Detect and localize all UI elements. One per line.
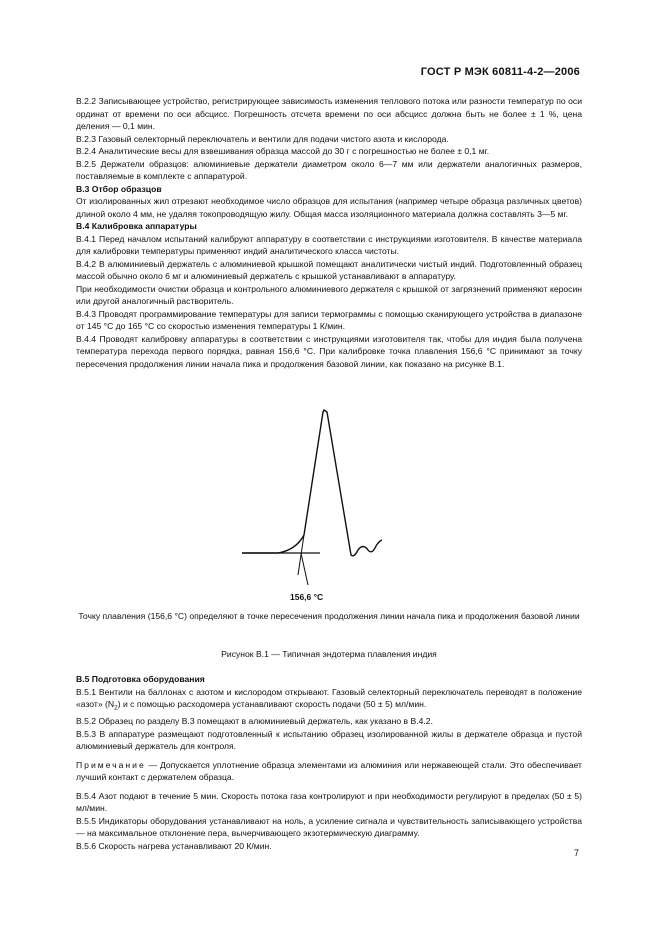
paragraph-b54: В.5.4 Азот подают в течение 5 мин. Скорость потока газа контролируют и при необходимости регулируют в пределах (50 ± 5) мл/мин. — [76, 790, 582, 814]
paragraph-b42-note: При необходимости очистки образца и контрольного алюминиевого держателя с крышкой от загрязнений применяют керосин или другой аналогичный растворитель. — [76, 283, 582, 306]
paragraph-b22: В.2.2 Записывающее устройство, регистрирующее зависимость изменения теплового потока или разности температур по оси ординат от времени по оси абсцисс. Погрешность отсчета времени по оси абсцисс должна быть не более ± 1 %, цена деления — 0,1 мин. — [76, 96, 582, 131]
page-number: 7 — [574, 848, 580, 858]
standard-header: ГОСТ Р МЭК 60811-4-2—2006 — [420, 66, 580, 78]
indium-endotherm-figure — [230, 400, 400, 605]
paragraph-b24: В.2.4 Аналитические весы для взвешивания образца массой до 30 г с погрешностью не более ± 0,1 мг. — [76, 146, 490, 156]
endotherm-curve — [242, 410, 382, 556]
paragraph-b56: В.5.6 Скорость нагрева устанавливают 20 К/мин. — [76, 840, 272, 851]
paragraph-b25: В.2.5 Держатели образцов: алюминиевые держатели диаметром около 6—7 мм или держатели аналогичных размеров, поставляемые в комплекте с аппаратурой. — [76, 158, 582, 181]
paragraph-b43: В.4.3 Проводят программирование температуры для записи термограммы с помощью сканирующего устройства в диапазоне от 145 °С до 165 °С со скоростью изменения температуры 1 К/мин. — [76, 308, 582, 331]
figure-caption: Точку плавления (156,6 °С) определяют в точке пересечения продолжения линии начала пика и продолжения базовой линии — [78, 611, 580, 621]
text-block-top — [76, 95, 582, 370]
temperature-pointer — [301, 553, 308, 585]
heading-b4: В.4 Калибровка аппаратуры — [76, 221, 197, 231]
paragraph-b42: В.4.2 В алюминиевый держатель с алюминиевой крышкой помещают аналитически чистый индий. Подготовленный образец массой обычно около 6 мг и алюминиевый держатель с крышкой устанавливают в аппаратуру. — [76, 258, 582, 281]
paragraph-b41: В.4.1 Перед началом испытаний калибруют аппаратуру в соответствии с инструкциями изготовителя. В качестве материала для калибровки температуры применяют индий аналитического класса чистоты. — [76, 233, 582, 256]
note-label: Примечание — [76, 759, 146, 770]
figure-title: Рисунок В.1 — Типичная эндотерма плавления индия — [221, 649, 437, 659]
melting-point-label: 156,6 °С — [290, 592, 324, 602]
heading-b3: В.3 Отбор образцов — [76, 183, 162, 194]
paragraph-b52: В.5.2 Образец по разделу В.3 помещают в алюминиевый держатель, как указано в В.4.2. — [76, 716, 433, 727]
heading-b5: В.5 Подготовка оборудования — [76, 674, 205, 684]
paragraph-b51 — [76, 686, 582, 716]
nitrogen-subscript: 2 — [114, 704, 118, 712]
paragraph-b44: В.4.4 Проводят калибровку аппаратуры в соответствии с инструкциями изготовителя так, чтобы для индия была получена температура перехода первого порядка, равная 156,6 °С. При калибровке точка плавления 156,6 °С принимают за точку пересечения продолжения линии начала пика и продолжения базовой линии, как показано на рисунке В.1. — [76, 333, 582, 369]
paragraph-b51-part2: ) и с помощью расходомера устанавливают скорость подачи (50 ± 5) мл/мин. — [117, 699, 427, 709]
paragraph-b23: В.2.3 Газовый селекторный переключатель и вентили для подачи чистого азота и кислорода. — [76, 133, 449, 144]
paragraph-b51-part1: В.5.1 Вентили на баллонах с азотом и кислородом открывают. Газовый селекторный переключатель переводят в положение «азот» (N — [76, 686, 582, 709]
note-text: — Допускается уплотнение образца элементами из алюминия или нержавеющей стали. Это обеспечивает лучший контакт с держателем образца. — [76, 759, 582, 783]
paragraph-b55: В.5.5 Индикаторы оборудования устанавливают на ноль, а усиление сигнала и чувствительность записывающего устройства — на максимальное отклонение пера, вычерчивающего экзотермическую диаграмму. — [76, 815, 582, 839]
paragraph-b3: От изолированных жил отрезают необходимое число образцов для испытания (например четыре образца различных цветов) длиной около 4 мм, не удаляя токопроводящую жилу. Общая масса изоляционного материала должна составлять 3—5 мг. — [76, 196, 582, 219]
text-block-bottom — [76, 673, 582, 852]
paragraph-b53: В.5.3 В аппаратуре размещают подготовленный к испытанию образец изолированной жилы в держателе образца и пустой алюминиевый держатель для контроля. — [76, 728, 582, 752]
note-paragraph — [76, 759, 582, 784]
